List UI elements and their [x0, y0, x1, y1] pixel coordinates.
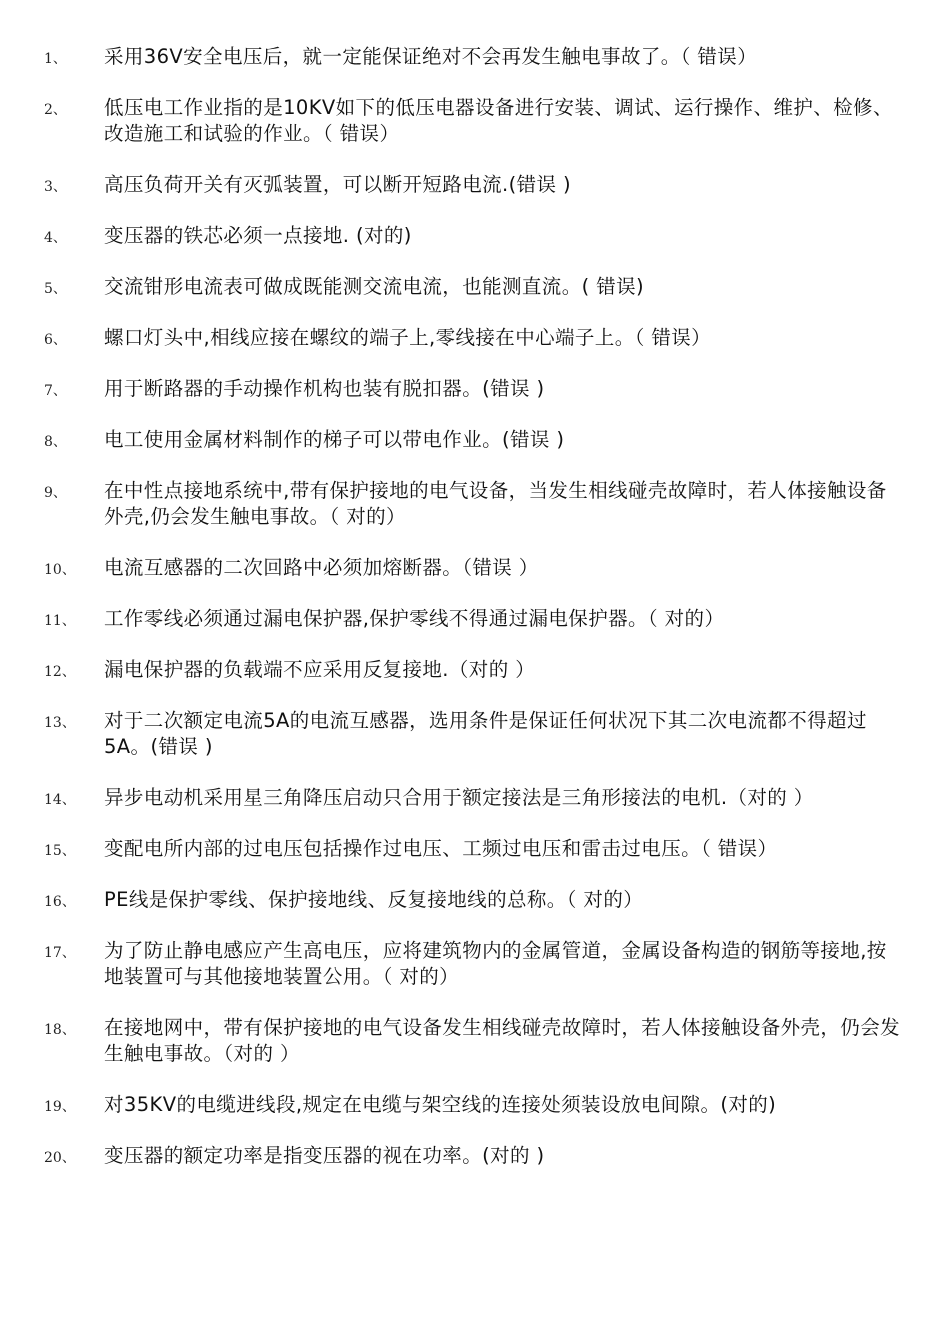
question-text: 电工使用金属材料制作的梯子可以带电作业。(错误 )	[104, 428, 565, 451]
question-text: 低压电工作业指的是10KV如下的低压电器设备进行安装、调试、运行操作、维护、检修、改造施工和试验的作业。（ 错误）	[104, 96, 893, 145]
question-text: 采用36V安全电压后，就一定能保证绝对不会再发生触电事故了。（ 错误）	[104, 45, 758, 68]
question-item-15	[0, 836, 950, 862]
question-item-19	[0, 1092, 950, 1118]
question-text: 用于断路器的手动操作机构也装有脱扣器。(错误 )	[104, 377, 545, 400]
question-item-9	[0, 478, 950, 530]
question-text: 在中性点接地系统中,带有保护接地的电气设备，当发生相线碰壳故障时，若人体接触设备外壳,仍会发生触电事故。（ 对的）	[104, 479, 887, 528]
question-text: 在接地网中，带有保护接地的电气设备发生相线碰壳故障时，若人体接触设备外壳，仍会发生触电事故。（对的 ）	[104, 1016, 901, 1065]
question-number: 3、	[44, 179, 67, 195]
question-item-20	[0, 1143, 950, 1169]
question-number: 7、	[44, 383, 67, 399]
question-number: 18、	[44, 1022, 76, 1038]
question-item-16	[0, 887, 950, 913]
question-item-6	[0, 325, 950, 351]
question-text: 漏电保护器的负载端不应采用反复接地.（对的 ）	[104, 658, 536, 681]
question-text: 高压负荷开关有灭弧装置，可以断开短路电流.(错误 )	[104, 173, 572, 196]
question-number: 17、	[44, 945, 76, 961]
question-text: 变压器的铁芯必须一点接地. (对的)	[104, 224, 412, 247]
question-number: 14、	[44, 792, 76, 808]
question-text: 电流互感器的二次回路中必须加熔断器。（错误 ）	[104, 556, 539, 579]
question-text: 对于二次额定电流5A的电流互感器，选用条件是保证任何状况下其二次电流都不得超过5A。(错误 )	[104, 709, 867, 758]
question-item-18	[0, 1015, 950, 1067]
question-text: 螺口灯头中,相线应接在螺纹的端子上,零线接在中心端子上。（ 错误）	[104, 326, 712, 349]
question-text: 为了防止静电感应产生高电压，应将建筑物内的金属管道，金属设备构造的钢筋等接地,按地装置可与其他接地装置公用。（ 对的）	[104, 939, 887, 988]
question-item-7	[0, 376, 950, 402]
question-item-14	[0, 785, 950, 811]
question-number: 16、	[44, 894, 76, 910]
question-text: 异步电动机采用星三角降压启动只合用于额定接法是三角形接法的电机.（对的 ）	[104, 786, 814, 809]
question-number: 4、	[44, 230, 67, 246]
question-number: 1、	[44, 51, 67, 67]
question-text: 交流钳形电流表可做成既能测交流电流，也能测直流。( 错误)	[104, 275, 645, 298]
question-number: 12、	[44, 664, 76, 680]
question-number: 13、	[44, 715, 76, 731]
question-item-10	[0, 555, 950, 581]
question-item-8	[0, 427, 950, 453]
question-text: 工作零线必须通过漏电保护器,保护零线不得通过漏电保护器。（ 对的）	[104, 607, 725, 630]
question-item-5	[0, 274, 950, 300]
question-number: 6、	[44, 332, 67, 348]
question-number: 15、	[44, 843, 76, 859]
question-text: 对35KV的电缆进线段,规定在电缆与架空线的连接处须装设放电间隙。(对的)	[104, 1093, 777, 1116]
question-item-3	[0, 172, 950, 198]
question-number: 9、	[44, 485, 67, 501]
question-item-1	[0, 44, 950, 70]
question-item-12	[0, 657, 950, 683]
question-number: 20、	[44, 1150, 76, 1166]
question-number: 5、	[44, 281, 67, 297]
question-number: 19、	[44, 1099, 76, 1115]
question-item-13	[0, 708, 950, 760]
question-item-11	[0, 606, 950, 632]
question-text: PE线是保护零线、保护接地线、反复接地线的总称。（ 对的）	[104, 888, 644, 911]
question-number: 10、	[44, 562, 76, 578]
question-text: 变配电所内部的过电压包括操作过电压、工频过电压和雷击过电压。（ 错误）	[104, 837, 778, 860]
question-item-2	[0, 95, 950, 147]
question-number: 11、	[44, 613, 76, 629]
question-item-17	[0, 938, 950, 990]
question-number: 2、	[44, 102, 67, 118]
question-list	[0, 44, 950, 1194]
question-text: 变压器的额定功率是指变压器的视在功率。(对的 )	[104, 1144, 545, 1167]
question-item-4	[0, 223, 950, 249]
question-number: 8、	[44, 434, 67, 450]
